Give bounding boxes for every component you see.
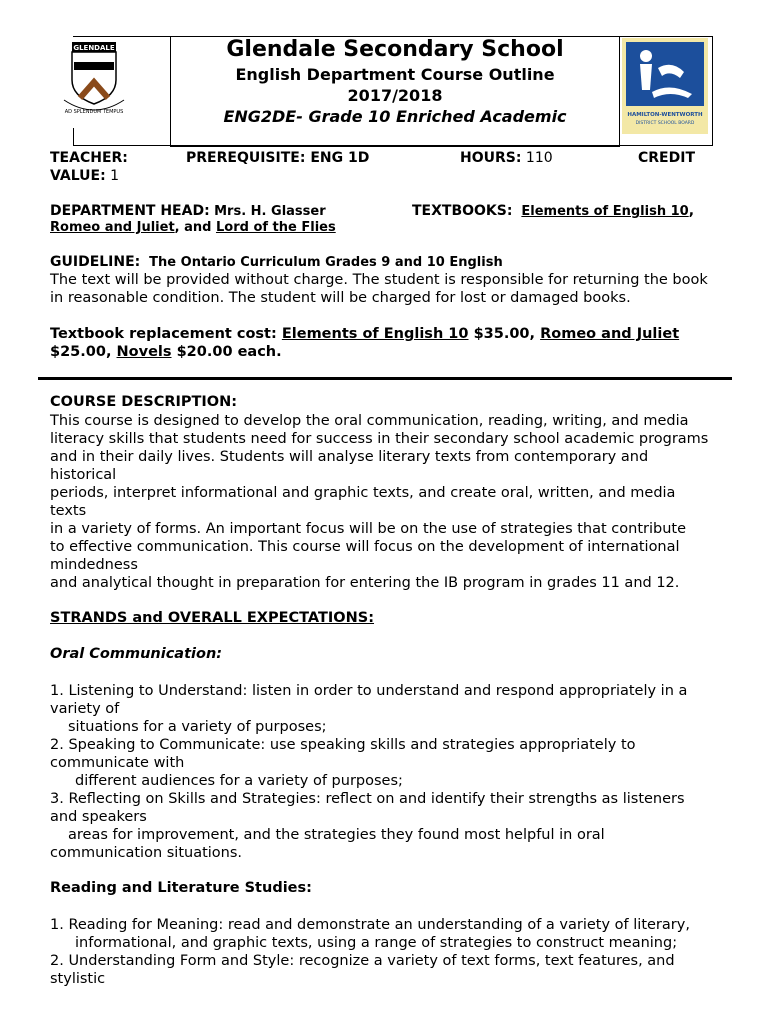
course-description-heading: COURSE DESCRIPTION: (50, 394, 238, 410)
section-divider (38, 377, 732, 380)
header-border-top-left (73, 36, 173, 37)
hours-label: HOURS: (460, 150, 522, 166)
reading-expectation-1-cont: informational, and graphic texts, using a range of strategies to construct meaning; (75, 935, 678, 951)
credit-value-row (50, 167, 119, 185)
crest-text: GLENDALE (73, 44, 115, 52)
guideline-value: The Ontario Curriculum Grades 9 and 10 English (149, 255, 503, 270)
description-line: mindedness (50, 557, 138, 573)
description-line: periods, interpret informational and graphic texts, and create oral, written, and media (50, 485, 676, 501)
oral-communication-heading: Oral Communication: (50, 646, 223, 662)
reading-expectation-2-cont: stylistic (50, 971, 106, 987)
description-line: historical (50, 467, 117, 483)
oral-expectation-2-cont: communicate with (50, 755, 185, 771)
board-logo (622, 38, 708, 134)
replacement-book-1: Elements of English 10 (281, 326, 469, 342)
school-crest-logo (60, 40, 132, 118)
oral-expectation-3-cont: and speakers (50, 809, 147, 825)
textbook-2: Romeo and Juliet (50, 220, 175, 235)
value-value: 1 (110, 168, 120, 184)
description-line: and analytical thought in preparation for entering the IB program in grades 11 and 12. (50, 575, 680, 591)
reading-literature-heading: Reading and Literature Studies: (50, 880, 312, 896)
oral-expectation-2-cont: different audiences for a variety of purposes; (75, 773, 403, 789)
prerequisite-value: ENG 1D (310, 150, 370, 166)
oral-expectation-3-cont: communication situations. (50, 845, 243, 861)
description-line: texts (50, 503, 87, 519)
crest-motto: AD SPLENDUM TEMPUS (64, 109, 124, 115)
description-line: literacy skills that students need for success in their secondary school academic programs (50, 431, 709, 447)
guideline-label: GUIDELINE: (50, 254, 141, 270)
prerequisite-row (186, 149, 369, 167)
replacement-label: Textbook replacement cost: (50, 326, 277, 342)
replacement-cost-line-2 (50, 343, 742, 361)
department-head-label: DEPARTMENT HEAD: (50, 203, 210, 219)
description-line: in a variety of forms. An important focus will be on the use of strategies that contribute (50, 521, 687, 537)
credit-label: CREDIT (638, 150, 695, 166)
textbook-and: , and (174, 220, 216, 235)
guideline-text-1: The text will be provided without charge. The student is responsible for returning the book (50, 272, 708, 288)
hours-row (460, 149, 553, 167)
prerequisite-label: PREREQUISITE: (186, 150, 306, 166)
department-head-name: Mrs. H. Glasser (214, 204, 326, 219)
oral-expectation-2: 2. Speaking to Communicate: use speaking skills and strategies appropriately to (50, 737, 636, 753)
header-border-bottom (73, 145, 713, 146)
reading-expectation-1: 1. Reading for Meaning: read and demonstrate an understanding of a variety of literary, (50, 917, 690, 933)
textbooks-label: TEXTBOOKS: (412, 203, 513, 219)
header-border-top-right (618, 36, 713, 37)
replacement-cost-line-1 (50, 325, 742, 343)
header-border-right (712, 36, 713, 145)
hours-value: 110 (525, 150, 553, 166)
school-name: Glendale Secondary School (226, 37, 564, 62)
textbook-1: Elements of English 10 (521, 204, 689, 219)
oral-expectation-3: 3. Reflecting on Skills and Strategies: reflect on and identify their strengths as listeners (50, 791, 685, 807)
textbooks-row (412, 202, 694, 221)
replacement-book-3: Novels (116, 344, 172, 360)
description-line: and in their daily lives. Students will analyse literary texts from contemporary and (50, 449, 649, 465)
oral-expectation-1: 1. Listening to Understand: listen in order to understand and respond appropriately in a (50, 683, 688, 699)
replacement-price-1: $35.00, (473, 326, 536, 342)
logo-subtext: DISTRICT SCHOOL BOARD (635, 121, 695, 126)
guideline-row (50, 253, 503, 272)
replacement-book-2: Romeo and Juliet (540, 326, 680, 342)
textbook-3: Lord of the Flies (215, 220, 336, 235)
department-title: English Department Course Outline (235, 65, 555, 84)
logo-text: HAMILTON-WENTWORTH (627, 112, 703, 118)
replacement-price-2: $25.00, (50, 344, 112, 360)
oral-expectation-1-cont: variety of (50, 701, 120, 717)
replacement-price-3: $20.00 each. (176, 344, 282, 360)
value-label: VALUE: (50, 168, 106, 184)
oral-expectation-3-cont: areas for improvement, and the strategies they found most helpful in oral (68, 827, 605, 843)
textbooks-continued (50, 219, 336, 237)
reading-expectation-2: 2. Understanding Form and Style: recognize a variety of text forms, text features, and (50, 953, 675, 969)
school-year: 2017/2018 (347, 86, 443, 105)
description-line: This course is designed to develop the oral communication, reading, writing, and media (50, 413, 689, 429)
teacher-label: TEACHER: (50, 150, 128, 166)
guideline-text-2: in reasonable condition. The student will be charged for lost or damaged books. (50, 290, 631, 306)
description-line: to effective communication. This course will focus on the development of international (50, 539, 680, 555)
course-title: ENG2DE- Grade 10 Enriched Academic (223, 107, 567, 126)
oral-expectation-1-cont: situations for a variety of purposes; (68, 719, 327, 735)
strands-heading: STRANDS and OVERALL EXPECTATIONS: (50, 610, 375, 626)
header-border-left (73, 128, 74, 146)
textbook-comma: , (688, 203, 695, 219)
